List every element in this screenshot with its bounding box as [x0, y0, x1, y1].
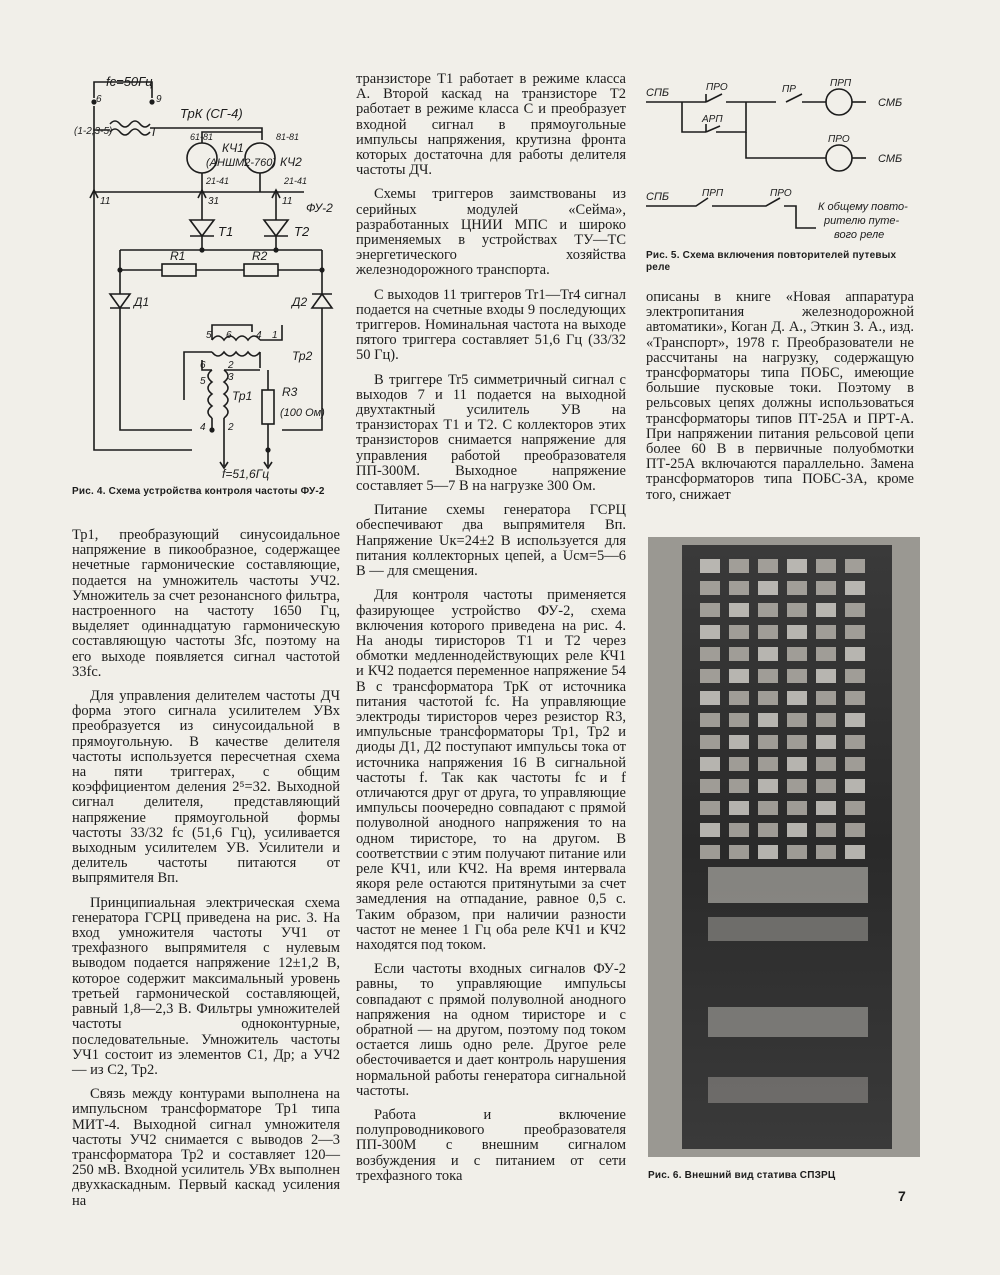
col2-paragraph: С выходов 11 триггеров Tr1—Tr4 сигнал подается на счетные входы 9 последующих триггеров. Номинальная частота на выходе пятого триггера составляет 51,6 Гц (33/32 50 Гц).	[356, 286, 626, 364]
relay-cell	[700, 845, 720, 859]
col2-paragraph: Работа и включение полупроводникового преобразователя ПП-300М с внешним сигналом возбуждения и с питанием от сети трехфазного тока	[356, 1107, 626, 1184]
relay-cell	[729, 603, 749, 617]
fig4-label-n3: 3	[228, 372, 234, 383]
relay-cell	[700, 757, 720, 771]
relay-cell	[758, 669, 778, 683]
fig4-caption: Рис. 4. Схема устройства контроля частоты ФУ-2	[72, 486, 325, 497]
relay-cell	[816, 581, 836, 595]
fig4-label-n2: 2	[228, 360, 234, 371]
fig4-label-r1top: 61-81	[190, 132, 214, 142]
relay-cell	[700, 647, 720, 661]
relay-cell	[729, 757, 749, 771]
col1-paragraph: Для управления делителем частоты ДЧ форма этого сигнала усилителем УВх преобразуется из синусоидальной в прямоугольную. В качестве делителя частоты используется пересчетная схема на пяти триггерах, с общим коэффициентом деления 2⁵=32. Выходной сигнал делителя, представляющий напряжение прямоугольной формы частоты 33/32 fс (51,6 Гц), усиливается выходным усилителем УВ. Усилители и делитель частоты питаются от выпрямителя Вп.	[72, 688, 340, 887]
relay-cell	[758, 603, 778, 617]
fig4-label-r2top: 81-81	[276, 132, 300, 142]
col2-paragraph: Для контроля частоты применяется фазирующее устройство ФУ-2, схема включения которого приведена на рис. 4. На аноды тиристоров Т1 и Т2 через обмотки медленнодействующих реле КЧ1 и КЧ2 подается переменное напряжение 54 В с трансформатора ТрК от источника питания частотой fс. На управляющие электроды тиристоров через резистор R3, импульсные трансформаторы Тр1, Тр2 и диоды Д1, Д2 поступают импульсы тока от источника напряжения 16 В сигнальной частоты f. Так как частоты fс и f отличаются друг от друга, то управляющие импульсы поочередно совпадают с прямой полуволной анодного напряжения то на одном тиристоре, то на другом. В соответствии с этим получают питание или реле КЧ1, или КЧ2. На время интервала якоря реле остаются притянутыми за счет замедления на отпадание, равное 0,5 с. Таким образом, при наличии разности частот не менее 1 Гц оба реле КЧ1 и КЧ2 находятся под током.	[356, 587, 626, 953]
relay-cell	[700, 801, 720, 815]
fig4-label-tr1: Тр1	[232, 389, 253, 403]
fig5-label-arp: АРП	[702, 114, 723, 125]
fig4-label-d1: Д1	[134, 295, 150, 309]
relay-cell	[758, 757, 778, 771]
relay-cell	[729, 735, 749, 749]
relay-cell	[816, 779, 836, 793]
relay-cell	[758, 735, 778, 749]
relay-cell	[758, 691, 778, 705]
fig4-label-r2bot: 21-41	[284, 176, 308, 186]
relay-cell	[845, 735, 865, 749]
fig4-label-n6: 6	[226, 330, 232, 341]
fig4-label-kch2: КЧ2	[280, 155, 302, 169]
relay-cell	[758, 559, 778, 573]
relay-cell	[816, 757, 836, 771]
col3-paragraph: описаны в книге «Новая аппаратура электропитания железнодорожной автоматики», Коган Д. А., Эткин З. А., изд. «Транспорт», 1978 г. Преобразователи не рассчитаны на нагрузку, содержащую трансформаторы типа ПОБС, имеющие большие пусковые токи. Поэтому в рельсовых цепях должны использоваться трансформаторы типов ПТ-25А и ПРТ-А. При напряжении питания рельсовой цепи более 60 В в первичные полуобмотки ПТ-25А включаются параллельно. Замена трансформаторов типа ПОБС-3А, кроме того, снижает	[646, 289, 914, 503]
relay-cell	[729, 779, 749, 793]
relay-cell	[787, 801, 807, 815]
fig4-label-fout: f=51,6Гц	[222, 467, 270, 481]
fig4-label-w9: 9	[156, 94, 162, 105]
relay-cell	[758, 823, 778, 837]
column-3	[646, 290, 914, 512]
relay-cell	[787, 581, 807, 595]
fig4-label-n31: 31	[208, 196, 220, 207]
column-1	[72, 528, 340, 1218]
relay-cell	[758, 801, 778, 815]
fig4-label-fu2: ФУ-2	[306, 201, 333, 215]
relay-cell	[816, 559, 836, 573]
relay-cell	[729, 801, 749, 815]
relay-cell	[845, 559, 865, 573]
relay-cell	[845, 691, 865, 705]
relay-cell	[845, 603, 865, 617]
relay-cell	[787, 647, 807, 661]
relay-cell	[816, 669, 836, 683]
fig5-label-smb1: СМБ	[878, 97, 903, 109]
fig4-label-t2: Т2	[294, 224, 310, 239]
col2-paragraph: Если частоты входных сигналов ФУ-2 равны, то управляющие импульсы совпадают с прямой полуволной анодного напряжения на одном тиристоре и с обратной — на другом, поэтому под током остается лишь одно реле. Другое реле обесточивается и дает контроль нарушения нормальной работы генератора сигнальной частоты.	[356, 961, 626, 1099]
fig4-label-r1: R1	[170, 249, 186, 263]
relay-cell	[729, 647, 749, 661]
fig4-label-n4: 4	[256, 330, 262, 341]
relay-cell	[758, 779, 778, 793]
relay-cell	[700, 669, 720, 683]
fig5-schematic	[646, 78, 916, 248]
relay-cell	[787, 779, 807, 793]
relay-cell	[700, 735, 720, 749]
relay-cell	[700, 559, 720, 573]
relay-cell	[758, 845, 778, 859]
relay-cell	[845, 581, 865, 595]
relay-cell	[729, 581, 749, 595]
fig5-label-prp2: ПРП	[702, 188, 724, 199]
col2-paragraph: Питание схемы генератора ГСРЦ обеспечивают два выпрямителя Вп. Напряжение Uк=24±2 В используется для питания коллекторных цепей, а Uсм=5—6 В — для смещения.	[356, 502, 626, 580]
relay-cell	[700, 603, 720, 617]
relay-cell	[729, 559, 749, 573]
fig5-label-note3: вого реле	[834, 229, 885, 241]
relay-cell	[816, 691, 836, 705]
col1-paragraph: Тр1, преобразующий синусоидальное напряжение в пикообразное, содержащее нечетные гармонические составляющие, подается на умножитель частоты УЧ2. Умножитель за счет резонансного фильтра, настроенного на частоту 1650 Гц, выделяет одиннадцатую гармоническую составляющую частоты 3fс, поэтому на его выходе появляется сигнал частотой 33fс.	[72, 527, 340, 680]
relay-cell	[816, 647, 836, 661]
fig5-label-pro1: ПРО	[706, 82, 728, 93]
col2-paragraph: Схемы триггеров заимствованы из серийных модулей «Сейма», разработанных ЦНИИ МПС и широко применяемых в устройствах ТУ—ТС энергетического хозяйства железнодорожного транспорта.	[356, 186, 626, 279]
col2-paragraph: транзисторе Т1 работает в режиме класса А. Второй каскад на транзисторе Т2 работает в режиме класса С и преобразует входной сигнал в прямоугольные импульсы напряжения, крутизна фронта которых достаточна для работы делителя частоты ДЧ.	[356, 71, 626, 179]
relay-cell	[700, 581, 720, 595]
fig5-label-spb1: СПБ	[646, 87, 670, 99]
fig4-label-n5: 5	[206, 330, 212, 341]
relay-cell	[816, 735, 836, 749]
page-number: 7	[898, 1188, 906, 1204]
relay-cell	[787, 691, 807, 705]
col1-paragraph: Связь между контурами выполнена на импульсном трансформаторе Тр1 типа МИТ-4. Выходной сигнал умножителя частоты УЧ2 снимается с выводов 2—3 трансформатора Тр2 и составляет 120—250 мВ. Входной усилитель УВх выполнен двухкаскадным. Первый каскад усиления на	[72, 1086, 340, 1209]
fig4-label-n2b: 2	[228, 422, 234, 433]
fig5-label-note2: рителю путе-	[824, 215, 900, 227]
relay-cell	[787, 603, 807, 617]
fig4-label-n11a: 11	[100, 196, 111, 207]
fig4-label-taps: (1-2;3-5)	[74, 126, 113, 137]
relay-cell	[845, 823, 865, 837]
fig4-label-n1: 1	[272, 330, 278, 341]
fig6-caption: Рис. 6. Внешний вид статива СПЗРЦ	[648, 1170, 836, 1181]
relay-cell	[845, 713, 865, 727]
fig4-label-kch1: КЧ1	[222, 141, 244, 155]
fig4-label-n5b: 5	[200, 376, 206, 387]
fig4-label-r1bot: 21-41	[206, 176, 230, 186]
relay-cell	[758, 647, 778, 661]
relay-cell	[787, 669, 807, 683]
relay-cell	[816, 801, 836, 815]
relay-cell	[845, 647, 865, 661]
fig4-label-trk: ТрК (СГ-4)	[180, 106, 243, 121]
relay-cell	[787, 845, 807, 859]
relay-cell	[816, 823, 836, 837]
fig5-label-pro2: ПРО	[828, 134, 850, 145]
fig5-label-prp1: ПРП	[830, 78, 852, 89]
relay-cell	[729, 691, 749, 705]
fig4-label-d2: Д2	[292, 295, 308, 309]
relay-cell	[787, 757, 807, 771]
relay-cell	[816, 625, 836, 639]
relay-cell	[700, 823, 720, 837]
relay-cell	[816, 713, 836, 727]
fig4-label-r2: R2	[252, 249, 268, 263]
fig6-photo	[648, 537, 920, 1157]
fig5-label-smb2: СМБ	[878, 153, 903, 165]
relay-cell	[787, 559, 807, 573]
fig4-label-tr2: Тр2	[292, 349, 313, 363]
fig4-label-relay: (АНШМ2-760)	[206, 157, 277, 169]
relay-cell	[758, 625, 778, 639]
relay-cell	[758, 713, 778, 727]
fig5-label-note1: К общему повто-	[818, 201, 908, 213]
fig5-label-spb2: СПБ	[646, 191, 670, 203]
relay-cell	[816, 603, 836, 617]
fig4-label-n6b: 6	[200, 360, 206, 371]
relay-cell	[758, 581, 778, 595]
relay-cell	[816, 845, 836, 859]
fig4-schematic	[72, 70, 362, 482]
fig4-label-w6: 6	[96, 94, 102, 105]
relay-cell	[845, 779, 865, 793]
relay-cell	[700, 625, 720, 639]
fig4-label-roman1: I	[152, 125, 156, 139]
fig4-label-r3v: (100 Ом)	[280, 407, 325, 419]
fig4-label-n4b: 4	[200, 422, 206, 433]
fig4-label-fc: fс=50Гц	[106, 74, 153, 89]
relay-cell	[787, 625, 807, 639]
relay-cell	[729, 845, 749, 859]
relay-cell	[787, 823, 807, 837]
relay-cell	[845, 669, 865, 683]
relay-cell	[700, 713, 720, 727]
fig5-caption: Рис. 5. Схема включения повторителей путевых реле	[646, 250, 897, 273]
fig5-label-pro3: ПРО	[770, 188, 792, 199]
fig4-label-n11b: 11	[282, 196, 293, 207]
fig5-label-pr: ПР	[782, 84, 796, 95]
col2-paragraph: В триггере Tr5 симметричный сигнал с выходов 7 и 11 подается на выходной двухтактный усилитель УВ на транзисторах Т1 и Т2. С коллекторов этих транзисторов снимается напряжение для управления работой преобразователя ПП-300М. Выходное напряжение составляет 5—7 В на нагрузке 300 Ом.	[356, 371, 626, 495]
relay-cell	[729, 713, 749, 727]
relay-cell	[729, 823, 749, 837]
relay-cell	[700, 691, 720, 705]
fig4-label-r3: R3	[282, 385, 298, 399]
relay-cell	[845, 757, 865, 771]
column-2	[356, 72, 626, 1193]
relay-cell	[729, 625, 749, 639]
relay-cell	[787, 713, 807, 727]
relay-cell	[845, 845, 865, 859]
relay-cell	[845, 801, 865, 815]
relay-cell	[845, 625, 865, 639]
relay-cell	[729, 669, 749, 683]
relay-cell	[700, 779, 720, 793]
col1-paragraph: Принципиальная электрическая схема генератора ГСРЦ приведена на рис. 3. На вход умножителя частоты УЧ1 от трехфазного выпрямителя с нулевым выводом подается напряжение 12±1,2 В, которое содержит максимальный уровень третьей гармонической составляющей, равный 1,8—2,3 В. Фильтры умножителей частоты одноконтурные, последовательные. Умножитель частоты УЧ1 состоит из элементов С1, Др; а УЧ2 — из С2, Тр2.	[72, 894, 340, 1078]
relay-cell	[787, 735, 807, 749]
fig4-label-t1: Т1	[218, 224, 234, 239]
